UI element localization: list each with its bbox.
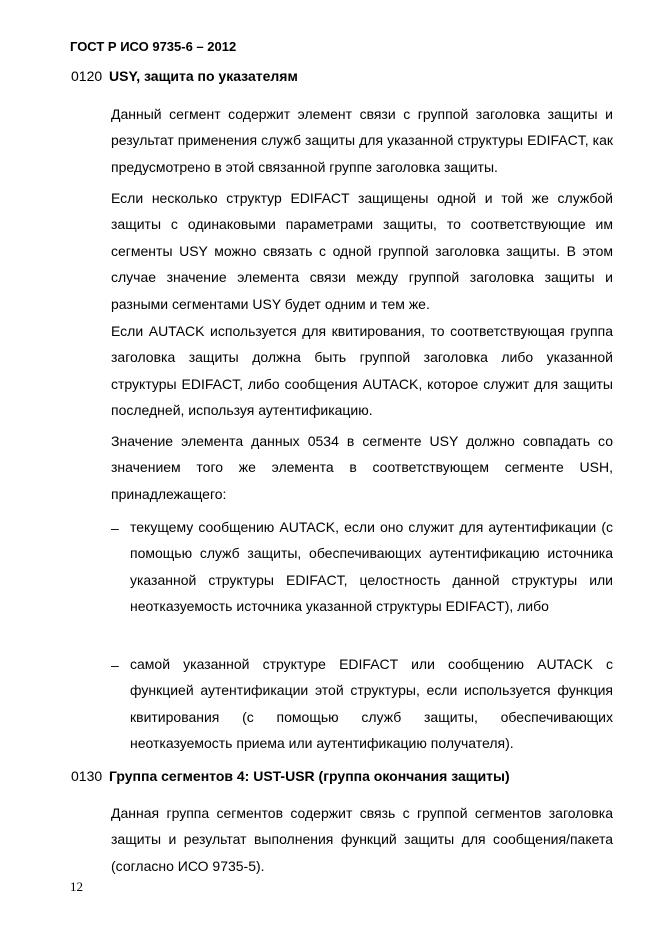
section-number-0130: 0130 [71,768,103,784]
document-header: ГОСТ Р ИСО 9735-6 – 2012 [70,39,237,54]
list-bullet: – [111,657,119,673]
section-title-0120: USY, защита по указателям [109,68,298,84]
section-title-0130: Группа сегментов 4: UST-USR (группа окончания защиты) [109,768,510,784]
list-item: текущему сообщению AUTACK, если оно служит для аутентификации (с помощью служб защиты, обеспечивающих аутентификацию источника указанной структуры EDIFACT, целостность данной структуры или неотказуемость источника указанной структуры EDIFACT), либо [130,519,613,615]
list-bullet: – [111,520,119,536]
section-number-0120: 0120 [71,68,103,84]
list-item: самой указанной структуре EDIFACT или сообщению AUTACK с функцией аутентификации этой структуры, если используется функция квитирования (с помощью служб защиты, обеспечивающих неотказуемость приема или аутентификацию получателя). [130,656,613,752]
paragraph: Значение элемента данных 0534 в сегменте USY должно совпадать со значением того же элемента в соответствующем сегменте USH, принадлежащего: [111,433,613,502]
page-number: 12 [70,879,83,894]
paragraph: Если несколько структур EDIFACT защищены одной и той же службой защиты с одинаковыми параметрами защиты, то соответствующие им сегменты USY можно связать с одной группой заголовка защиты. В этом случае значение элемента связи между группой заголовка защиты и разными сегментами USY будет одним и тем же. [111,190,613,312]
paragraph: Данный сегмент содержит элемент связи с группой заголовка защиты и результат применения служб защиты для указанной структуры EDIFACT, как предусмотрено в этой связанной группе заголовка защиты. [111,106,613,175]
paragraph: Данная группа сегментов содержит связь с группой сегментов заголовка защиты и результат выполнения функций защиты для сообщения/пакета (согласно ИСО 9735-5). [111,805,613,874]
paragraph: Если AUTACK используется для квитирования, то соответствующая группа заголовка защиты должна быть группой заголовка либо указанной структуры EDIFACT, либо сообщения AUTACK, которое служит для защиты последней, используя аутентификацию. [111,323,613,419]
